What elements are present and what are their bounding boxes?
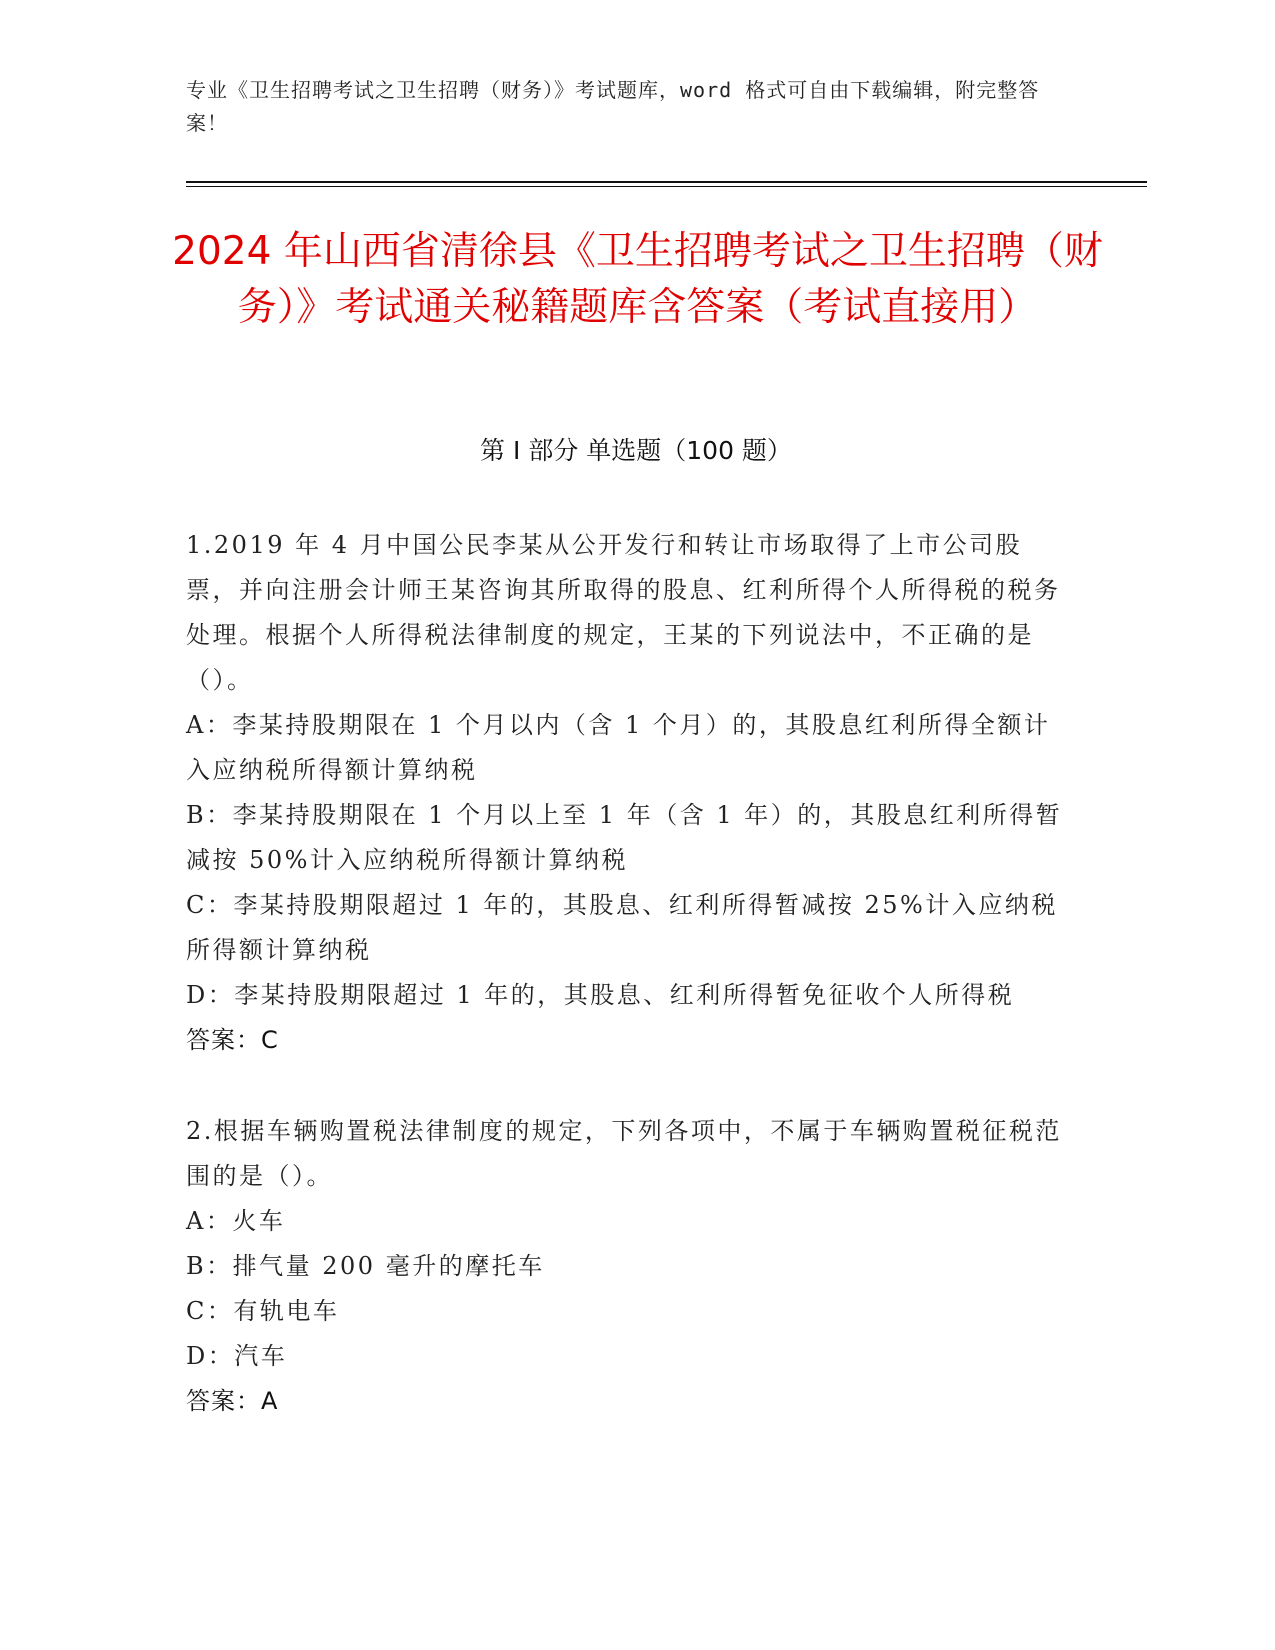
option-a: A：火车 (186, 1207, 286, 1235)
question-stem: 1.2019 年 4 月中国公民李某从公开发行和转让市场取得了上市公司股票，并向注册会计师王某咨询其所取得的股息、红利所得个人所得税的税务处理。根据个人所得税法律制度的规定，王某的下列说法中，不正确的是（）。 (186, 531, 1061, 694)
section-heading: 第 I 部分 单选题（100 题） (480, 436, 792, 465)
header-note: 专业《卫生招聘考试之卫生招聘（财务）》考试题库，word 格式可自由下载编辑，附完整答案！ (186, 78, 1040, 135)
document-title: 2024 年山西省清徐县《卫生招聘考试之卫生招聘（财务）》考试通关秘籍题库含答案（考试直接用） (172, 229, 1103, 330)
option-c: C：有轨电车 (186, 1297, 340, 1325)
option-c: C：李某持股期限超过 1 年的，其股息、红利所得暂减按 25%计入应纳税所得额计算纳税 (186, 891, 1058, 964)
question-1 (186, 523, 1066, 1063)
option-b: B：排气量 200 毫升的摩托车 (186, 1252, 545, 1280)
answer-label: 答案：C (186, 1026, 279, 1054)
header-rule-thin (186, 186, 1147, 187)
option-d: D：汽车 (186, 1342, 288, 1370)
answer-label: 答案：A (186, 1387, 279, 1415)
header-rule-thick (186, 181, 1147, 183)
question-2 (186, 1109, 1066, 1424)
question-stem: 2.根据车辆购置税法律制度的规定，下列各项中，不属于车辆购置税征税范围的是（）。 (186, 1117, 1062, 1190)
option-a: A：李某持股期限在 1 个月以内（含 1 个月）的，其股息红利所得全额计入应纳税所得额计算纳税 (186, 711, 1051, 784)
option-b: B：李某持股期限在 1 个月以上至 1 年（含 1 年）的，其股息红利所得暂减按 50%计入应纳税所得额计算纳税 (186, 801, 1063, 874)
option-d: D：李某持股期限超过 1 年的，其股息、红利所得暂免征收个人所得税 (186, 981, 1015, 1009)
